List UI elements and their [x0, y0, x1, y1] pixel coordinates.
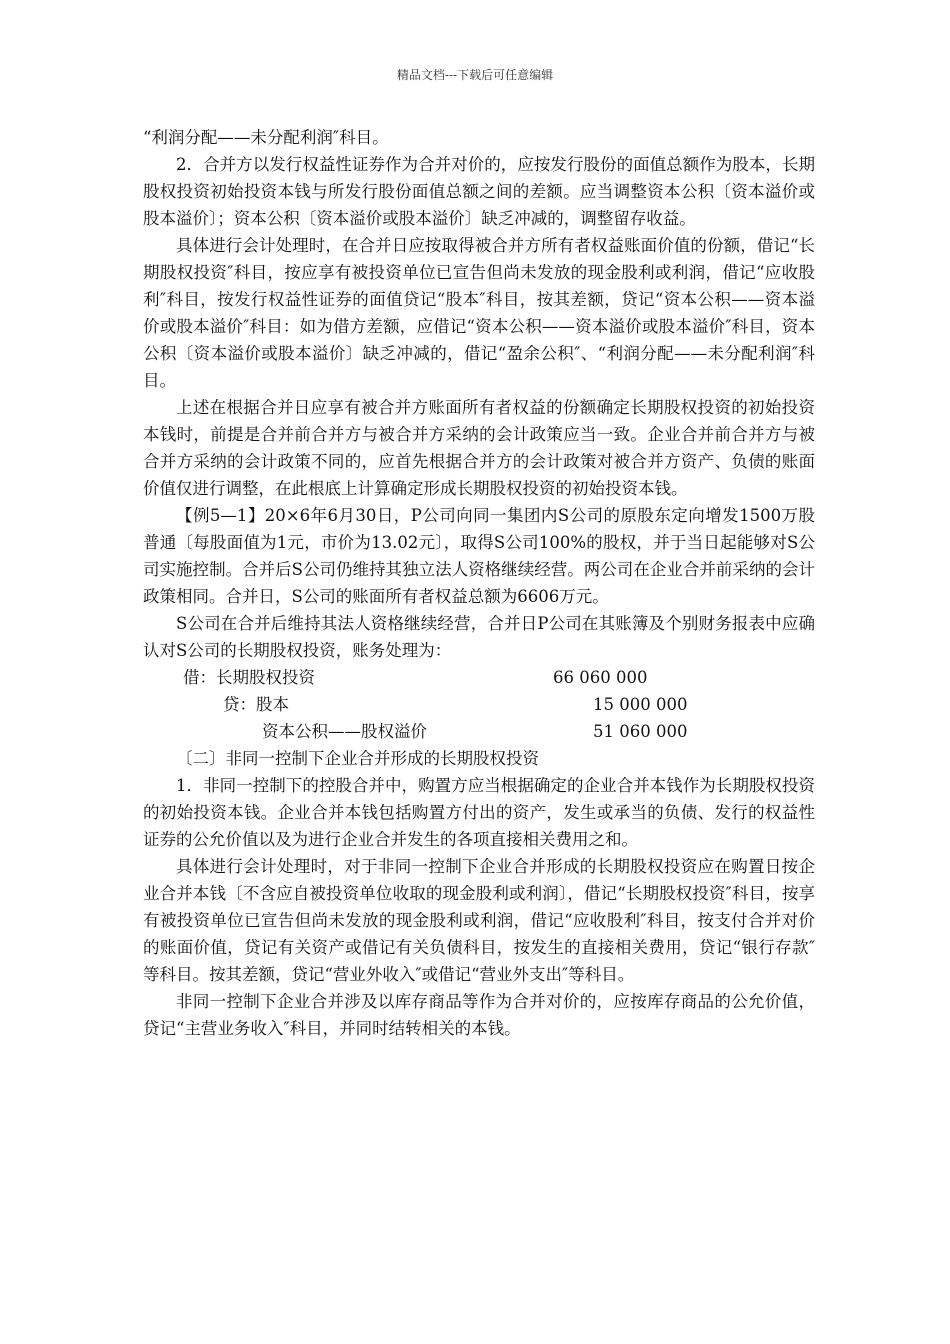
paragraph-inventory-consideration: 非同一控制下企业合并涉及以库存商品等作为合并对价的，应按库存商品的公允价值，贷记“主营业务收入″科目，并同时结转相关的本钱。	[143, 992, 815, 1038]
credit2-label: 资本公积——股权溢价	[262, 722, 427, 741]
paragraph-equity-securities: 2．合并方以发行权益性证券作为合并对价的，应按发行股份的面值总额作为股本，长期股权投资初始投资本钱与所发行股份面值总额之间的差额。应当调整资本公积〔资本溢价或股本溢价〕；资本公积〔资本溢价或股本溢价〕缺乏冲减的，调整留存收益。	[143, 155, 815, 228]
paragraph-example-5-1: 【例5—1】20×6年6月30日，P公司向同一集团内S公司的原股东定向增发1500万股普通〔每股面值为1元，市价为13.02元〕，取得S公司100%的股权，并于当日起能够对S公司实施控制。合并后S公司仍维持其独立法人资格继续经营。两公司在企业合并前采纳的会计政策相同。合并日，S公司的账面所有者权益总额为6606万元。	[143, 506, 815, 606]
journal-entry	[143, 664, 815, 745]
paragraph-accounting-policy: 上述在根据合并日应享有被合并方账面所有者权益的份额确定长期股权投资的初始投资本钱时，前提是合并前合并方与被合并方采纳的会计政策应当一致。企业合并前合并方与被合并方采纳的会计政策不同的，应首先根据合并方的会计政策对被合并方资产、负债的账面价值仅进行调整，在此根底上计算确定形成长期股权投资的初始投资本钱。	[143, 398, 815, 498]
page-header: 精品文档---下载后可任意编辑	[396, 68, 554, 82]
paragraph-continuation: “利润分配——未分配利润″科目。	[143, 128, 389, 147]
paragraph-purchase-treatment: 具体进行会计处理时，对于非同一控制下企业合并形成的长期股权投资应在购置日按企业合并本钱〔不含应自被投资单位收取的现金股利或利润〕，借记“长期股权投资″科目，按享有被投资单位已宣告但尚未发放的现金股利或利润，借记“应收股利″科目，按支付合并对价的账面价值，贷记有关资产或借记有关负债科目，按发生的直接相关费用，贷记“银行存款″等科目。按其差额，贷记“营业外收入″或借记“营业外支出″等科目。	[143, 857, 815, 984]
paragraph-accounting-treatment: 具体进行会计处理时，在合并日应按取得被合并方所有者权益账面价值的份额，借记“长期股权投资″科目，按应享有被投资单位已宣告但尚未发放的现金股利或利润，借记“应收股利″科目，按发行权益性证券的面值贷记“股本″科目，按其差额，贷记“资本公积——资本溢价或股本溢价″科目：如为借方差额，应借记“资本公积——资本溢价或股本溢价″科目，资本公积〔资本溢价或股本溢价〕缺乏冲减的，借记“盈余公积″、“利润分配——未分配利润″科目。	[143, 236, 815, 390]
debit-label: 借：长期股权投资	[183, 668, 315, 687]
credit-amount: 15 000 000	[593, 695, 688, 714]
debit-amount: 66 060 000	[553, 668, 648, 687]
journal-line-credit-2	[143, 718, 815, 745]
credit-label: 贷：股本	[223, 695, 289, 714]
journal-line-credit	[143, 691, 815, 718]
credit2-amount: 51 060 000	[593, 722, 688, 741]
paragraph-non-common-control: 1．非同一控制下的控股合并中，购置方应当根据确定的企业合并本钱作为长期股权投资的初始投资本钱。企业合并本钱包括购置方付出的资产，发生或承当的负债、发行的权益性证券的公允价值以及为进行企业合并发生的各项直接相关费用之和。	[143, 776, 815, 849]
section-heading: 〔二〕非同一控制下企业合并形成的长期股权投资	[176, 749, 539, 768]
journal-line-debit	[143, 664, 815, 691]
document-body	[143, 124, 815, 1042]
paragraph-example-treatment: S公司在合并后维持其法人资格继续经营，合并日P公司在其账簿及个别财务报表中应确认对S公司的长期股权投资，账务处理为：	[143, 614, 815, 660]
